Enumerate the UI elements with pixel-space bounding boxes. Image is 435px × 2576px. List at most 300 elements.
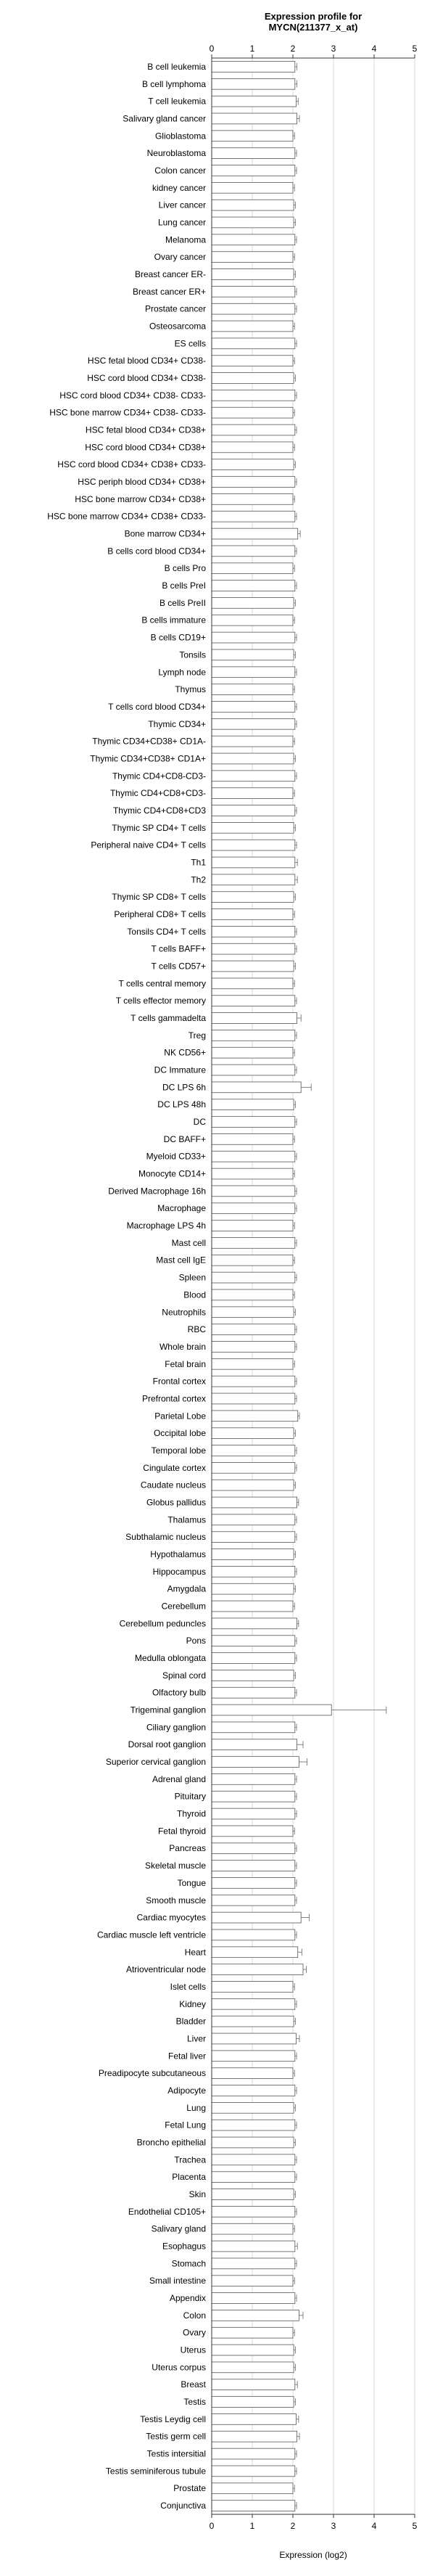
category-label: Preadipocyte subcutaneous	[98, 2068, 206, 2079]
bar	[212, 1151, 295, 1162]
bar	[212, 493, 293, 504]
bar	[212, 563, 293, 574]
category-label: Pons	[186, 1636, 206, 1646]
category-label: Trachea	[174, 2154, 206, 2165]
bar	[212, 1861, 295, 1871]
x-tick-label-bottom: 1	[249, 2521, 255, 2531]
category-label: Macrophage LPS 4h	[126, 1221, 206, 1231]
bar	[212, 2033, 296, 2044]
category-label: Lung cancer	[157, 217, 206, 228]
bar	[212, 1013, 297, 1024]
category-label: Neutrophils	[162, 1307, 206, 1318]
bar	[212, 2120, 295, 2130]
bar	[212, 269, 294, 280]
category-label: Tonsils CD4+ T cells	[127, 926, 206, 937]
bars	[212, 62, 386, 2511]
bar	[212, 1843, 295, 1854]
category-label: Superior cervical ganglion	[105, 1757, 206, 1768]
bar	[212, 771, 295, 782]
category-label: Uterus	[180, 2345, 206, 2355]
category-label: kidney cancer	[152, 182, 206, 193]
category-label: HSC cord blood CD34+ CD38+	[85, 442, 206, 453]
category-label: DC LPS 48h	[157, 1099, 206, 1110]
category-label: DC Immature	[154, 1065, 206, 1075]
bar	[212, 2085, 295, 2096]
category-label: HSC fetal blood CD34+ CD38-	[87, 356, 206, 366]
category-label: Dorsal root ganglion	[128, 1739, 206, 1750]
bar	[212, 96, 296, 107]
category-label: Spinal cord	[162, 1670, 206, 1681]
category-label: Islet cells	[170, 1981, 206, 1992]
bar	[212, 2016, 294, 2027]
category-label: Globus pallidus	[146, 1497, 206, 1508]
category-label: B cells PreI	[162, 581, 206, 591]
category-label: HSC bone marrow CD34+ CD38+ CD33-	[47, 511, 206, 522]
category-label: Hippocampus	[152, 1566, 206, 1577]
category-label: Thymic SP CD8+ T cells	[112, 892, 206, 903]
category-label: Parietal Lobe	[154, 1411, 206, 1422]
bar	[212, 2276, 293, 2286]
bar	[212, 1583, 294, 1594]
category-label: Derived Macrophage 16h	[108, 1186, 206, 1197]
bar	[212, 736, 293, 747]
category-label: T cells central memory	[118, 978, 206, 989]
bar	[212, 1117, 295, 1128]
category-label: Cardiac muscle left ventricle	[96, 1929, 206, 1940]
category-label: Testis intersitial	[146, 2448, 206, 2459]
category-label: Trigeminal ganglion	[130, 1705, 206, 1715]
bar	[212, 2414, 296, 2425]
bar	[212, 943, 295, 954]
bar	[212, 2241, 295, 2252]
bar	[212, 2068, 293, 2079]
bar	[212, 1670, 294, 1681]
category-label: HSC bone marrow CD34+ CD38- CD33-	[49, 407, 206, 418]
bar	[212, 303, 295, 314]
bar	[212, 1376, 295, 1387]
category-label: Skeletal muscle	[144, 1861, 206, 1871]
category-label: Blood	[183, 1289, 206, 1300]
category-label: T cells CD57+	[151, 961, 206, 972]
bar	[212, 857, 295, 868]
category-label: Pituitary	[174, 1791, 206, 1802]
category-label: Bone marrow CD34+	[124, 528, 206, 539]
category-label: Thymic CD34+	[148, 718, 206, 729]
bar	[212, 2448, 295, 2459]
category-label: Macrophage	[157, 1203, 206, 1214]
bar	[212, 424, 295, 435]
category-label: Adipocyte	[167, 2085, 206, 2096]
bar	[212, 200, 294, 210]
bar	[212, 373, 294, 384]
category-label: Testis seminiferous tubule	[105, 2466, 206, 2477]
bar	[212, 321, 293, 332]
bar	[212, 1411, 298, 1422]
bar	[212, 1186, 295, 1197]
category-label: Colon cancer	[154, 165, 206, 176]
bar	[212, 1618, 297, 1629]
category-labels	[47, 62, 206, 2511]
bar	[212, 667, 295, 678]
x-tick-label-top: 3	[331, 44, 336, 54]
category-label: Cardiac myocytes	[136, 1912, 206, 1923]
category-label: T cells BAFF+	[151, 943, 206, 954]
x-tick-label-bottom: 2	[290, 2521, 296, 2531]
bar	[212, 1964, 303, 1975]
category-label: B cells PreII	[159, 597, 206, 608]
category-label: B cell lymphoma	[141, 78, 206, 89]
bar	[212, 459, 294, 470]
category-label: T cells effector memory	[115, 996, 206, 1006]
category-label: Thymic SP CD4+ T cells	[112, 822, 206, 833]
bar	[212, 1722, 295, 1733]
bar	[212, 1705, 331, 1715]
bar	[212, 2189, 294, 2200]
bar	[212, 649, 294, 660]
bar	[212, 1998, 295, 2009]
bar	[212, 961, 294, 972]
category-label: Colon	[183, 2310, 206, 2321]
bar	[212, 356, 293, 366]
bar	[212, 1047, 293, 1058]
category-label: B cells cord blood CD34+	[107, 546, 206, 557]
category-label: Thymic CD34+CD38+ CD1A-	[92, 736, 206, 747]
category-label: Th2	[191, 874, 206, 885]
category-label: Salivary gland	[151, 2223, 206, 2234]
category-label: Testis	[183, 2397, 206, 2408]
category-label: Caudate nucleus	[140, 1480, 206, 1490]
category-label: Cingulate cortex	[143, 1462, 206, 1473]
x-tick-label-bottom: 0	[209, 2521, 215, 2531]
category-label: Thalamus	[167, 1514, 206, 1525]
bar	[212, 1393, 295, 1404]
bar	[212, 2258, 295, 2269]
bar	[212, 1636, 295, 1646]
category-label: Bladder	[175, 2016, 206, 2027]
bar	[212, 2501, 295, 2511]
category-label: Placenta	[172, 2172, 206, 2183]
category-label: Cerebellum	[161, 1601, 206, 1612]
bar	[212, 148, 295, 159]
category-label: HSC cord blood CD34+ CD38-	[87, 373, 206, 384]
bar	[212, 1773, 295, 1784]
bar	[212, 1912, 301, 1923]
category-label: Fetal Lung	[165, 2120, 206, 2130]
bar	[212, 2397, 294, 2408]
category-label: Breast cancer ER-	[134, 268, 206, 279]
bar	[212, 1289, 293, 1300]
bar	[212, 1168, 293, 1179]
category-label: Peripheral naive CD4+ T cells	[91, 840, 206, 850]
bar	[212, 581, 295, 591]
category-label: Fetal brain	[165, 1358, 206, 1369]
bar	[212, 2137, 294, 2148]
category-label: Liver	[186, 2033, 206, 2044]
bar	[212, 1929, 295, 1940]
x-tick-label-bottom: 5	[412, 2521, 418, 2531]
bar	[212, 1895, 295, 1906]
bar	[212, 1497, 297, 1508]
bar	[212, 718, 295, 729]
bar	[212, 2223, 293, 2234]
bar	[212, 1203, 295, 1214]
bar	[212, 805, 295, 816]
category-label: Prostate	[173, 2483, 206, 2494]
bar	[212, 632, 295, 643]
x-tick-label-top: 2	[290, 44, 296, 54]
bar	[212, 2154, 295, 2165]
bar	[212, 182, 293, 193]
bar	[212, 546, 295, 557]
category-label: B cells immature	[141, 615, 206, 625]
x-tick-label-top: 5	[412, 44, 418, 54]
bar	[212, 477, 295, 488]
bar	[212, 1307, 294, 1318]
category-label: Heart	[184, 1947, 206, 1958]
category-label: Thymus	[175, 684, 206, 695]
bar	[212, 1549, 294, 1560]
bar	[212, 598, 294, 609]
bar	[212, 684, 293, 695]
bar	[212, 2362, 294, 2373]
bar	[212, 217, 294, 228]
bar	[212, 822, 294, 833]
category-label: Frontal cortex	[152, 1376, 206, 1387]
category-label: Subthalamic nucleus	[125, 1532, 206, 1543]
category-label: Small intestine	[149, 2276, 206, 2286]
chart-title-line1: Expression profile for	[264, 11, 362, 22]
bar	[212, 1065, 295, 1075]
category-label: Smooth muscle	[146, 1895, 206, 1906]
bar	[212, 2293, 295, 2304]
category-label: Temporal lobe	[151, 1445, 206, 1456]
bar	[212, 788, 293, 799]
category-label: Monocyte CD14+	[138, 1168, 206, 1179]
bar	[212, 874, 295, 885]
category-label: Endothelial CD105+	[128, 2206, 206, 2217]
bar	[212, 1030, 295, 1041]
bar	[212, 2206, 295, 2217]
category-label: Testis germ cell	[146, 2431, 206, 2442]
bar	[212, 1826, 293, 1837]
category-label: Ciliary ganglion	[146, 1722, 206, 1733]
bar	[212, 528, 298, 539]
bar	[212, 1238, 295, 1249]
category-label: HSC periph blood CD34+ CD38+	[78, 477, 206, 488]
bar	[212, 113, 297, 124]
x-tick-label-top: 4	[371, 44, 377, 54]
category-label: Prefrontal cortex	[141, 1393, 206, 1404]
category-label: Osteosarcoma	[149, 321, 206, 332]
bar	[212, 1653, 295, 1664]
category-label: HSC cord blood CD34+ CD38- CD33-	[59, 390, 206, 401]
category-label: Thymic CD4+CD8+CD3-	[109, 788, 206, 799]
bar	[212, 78, 295, 89]
category-label: Olfactory bulb	[152, 1687, 206, 1698]
category-label: B cells CD19+	[150, 632, 206, 643]
bar	[212, 390, 295, 401]
bar	[212, 2172, 295, 2183]
bar	[212, 1532, 295, 1543]
category-label: Conjunctiva	[160, 2501, 206, 2511]
category-label: Thymic CD34+CD38+ CD1A+	[90, 753, 206, 764]
category-label: RBC	[187, 1324, 206, 1335]
category-label: Whole brain	[159, 1341, 206, 1352]
category-label: DC LPS 6h	[162, 1082, 206, 1093]
bar	[212, 62, 295, 73]
bar	[212, 1462, 295, 1473]
bar	[212, 131, 293, 141]
category-label: Broncho epithelial	[136, 2137, 206, 2148]
category-label: DC BAFF+	[163, 1133, 206, 1144]
category-label: ES cells	[174, 338, 206, 349]
category-label: DC	[193, 1117, 206, 1128]
category-label: Cerebellum peduncles	[119, 1618, 206, 1629]
category-label: Medulla oblongata	[134, 1653, 206, 1664]
bar	[212, 2345, 294, 2355]
category-label: Tonsils	[179, 649, 206, 660]
bar	[212, 234, 295, 245]
bar	[212, 1272, 295, 1283]
bar	[212, 1982, 293, 1993]
bar	[212, 165, 295, 176]
category-label: Ovary cancer	[154, 252, 206, 263]
bar	[212, 892, 294, 903]
category-label: Appendix	[169, 2293, 206, 2304]
category-label: HSC cord blood CD34+ CD38+ CD33-	[57, 459, 206, 470]
category-label: Th1	[191, 857, 206, 868]
bar	[212, 1342, 295, 1353]
bar	[212, 2051, 295, 2062]
bar	[212, 2483, 293, 2494]
category-label: Neuroblastoma	[146, 148, 206, 159]
category-label: Amygdala	[167, 1583, 206, 1594]
category-label: NK CD56+	[164, 1047, 206, 1058]
category-label: Liver cancer	[158, 200, 206, 210]
bar	[212, 511, 295, 522]
category-label: Breast	[181, 2379, 206, 2390]
category-label: Melanoma	[165, 234, 206, 245]
category-label: Lymph node	[158, 667, 206, 678]
bar	[212, 2466, 295, 2477]
category-label: Treg	[188, 1030, 206, 1041]
category-label: Myeloid CD33+	[146, 1151, 206, 1162]
bar	[212, 1791, 295, 1802]
bar	[212, 753, 294, 764]
bar	[212, 1082, 301, 1093]
bar	[212, 2310, 299, 2321]
x-tick-label-top: 0	[209, 44, 215, 54]
bar	[212, 1428, 294, 1439]
category-label: T cells gammadelta	[130, 1013, 206, 1024]
bar	[212, 926, 295, 937]
bar	[212, 1739, 297, 1750]
bar	[212, 702, 295, 713]
bar	[212, 1687, 295, 1698]
category-label: Mast cell IgE	[156, 1255, 206, 1266]
bar	[212, 2379, 295, 2390]
category-label: Glioblastoma	[154, 131, 206, 141]
bar	[212, 978, 293, 989]
x-tick-label-top: 1	[249, 44, 255, 54]
x-tick-label-bottom: 3	[331, 2521, 336, 2531]
bar	[212, 1878, 295, 1889]
category-label: Fetal liver	[167, 2051, 206, 2062]
bar	[212, 1221, 293, 1231]
chart-title-line2: MYCN(211377_x_at)	[268, 22, 358, 33]
bar	[212, 1601, 293, 1612]
bar	[212, 996, 295, 1006]
bar	[212, 1358, 293, 1369]
category-label: Thymic CD4+CD8+CD3	[112, 805, 206, 816]
category-label: Thymic CD4+CD8-CD3-	[112, 771, 206, 782]
bar	[212, 615, 293, 625]
category-label: HSC bone marrow CD34+ CD38+	[75, 493, 206, 504]
category-label: Occipital lobe	[153, 1428, 206, 1439]
bar	[212, 840, 295, 850]
category-label: Fetal thyroid	[157, 1826, 206, 1837]
category-label: Kidney	[179, 1998, 206, 2009]
category-label: Prostate cancer	[144, 303, 206, 314]
bar	[212, 286, 295, 297]
category-label: Skin	[188, 2189, 206, 2199]
x-axis-label: Expression (log2)	[279, 2550, 347, 2560]
category-label: B cells Pro	[164, 563, 206, 574]
category-label: HSC fetal blood CD34+ CD38+	[85, 424, 206, 435]
category-label: T cell leukemia	[148, 96, 206, 107]
category-label: Uterus corpus	[152, 2362, 206, 2373]
category-label: Atrioventricular node	[125, 1964, 206, 1975]
category-label: Ovary	[182, 2327, 206, 2338]
category-label: Tongue	[177, 1877, 206, 1888]
category-label: Hypothalamus	[150, 1549, 206, 1559]
category-label: Spleen	[178, 1272, 206, 1283]
category-label: T cells cord blood CD34+	[108, 701, 206, 712]
bar	[212, 909, 293, 920]
bar	[212, 2327, 293, 2338]
bar	[212, 442, 293, 453]
bar	[212, 1133, 293, 1144]
category-label: Testis Leydig cell	[140, 2413, 206, 2424]
bar	[212, 252, 293, 263]
category-label: B cell leukemia	[147, 61, 206, 72]
bar	[212, 1514, 295, 1525]
category-label: Stomach	[171, 2258, 206, 2269]
category-label: Salivary gland cancer	[123, 113, 206, 124]
category-label: Breast cancer ER+	[132, 286, 206, 297]
bar	[212, 338, 295, 349]
bar	[212, 1445, 295, 1456]
bar	[212, 1566, 295, 1577]
bar	[212, 1255, 293, 1266]
bar	[212, 1099, 294, 1110]
category-label: Peripheral CD8+ T cells	[114, 908, 206, 919]
category-label: Esophagus	[162, 2241, 206, 2252]
bar	[212, 407, 293, 418]
bar	[212, 2102, 294, 2113]
category-label: Thyroid	[176, 1808, 206, 1819]
category-label: Adrenal gland	[152, 1773, 206, 1784]
bar	[212, 2431, 297, 2442]
category-label: Mast cell	[171, 1237, 206, 1248]
category-label: Pancreas	[169, 1843, 206, 1854]
category-label: Lung	[186, 2102, 206, 2113]
bar	[212, 1757, 299, 1768]
bar	[212, 1480, 294, 1490]
bar	[212, 1808, 295, 1819]
bar	[212, 1947, 298, 1958]
bar	[212, 1324, 295, 1335]
